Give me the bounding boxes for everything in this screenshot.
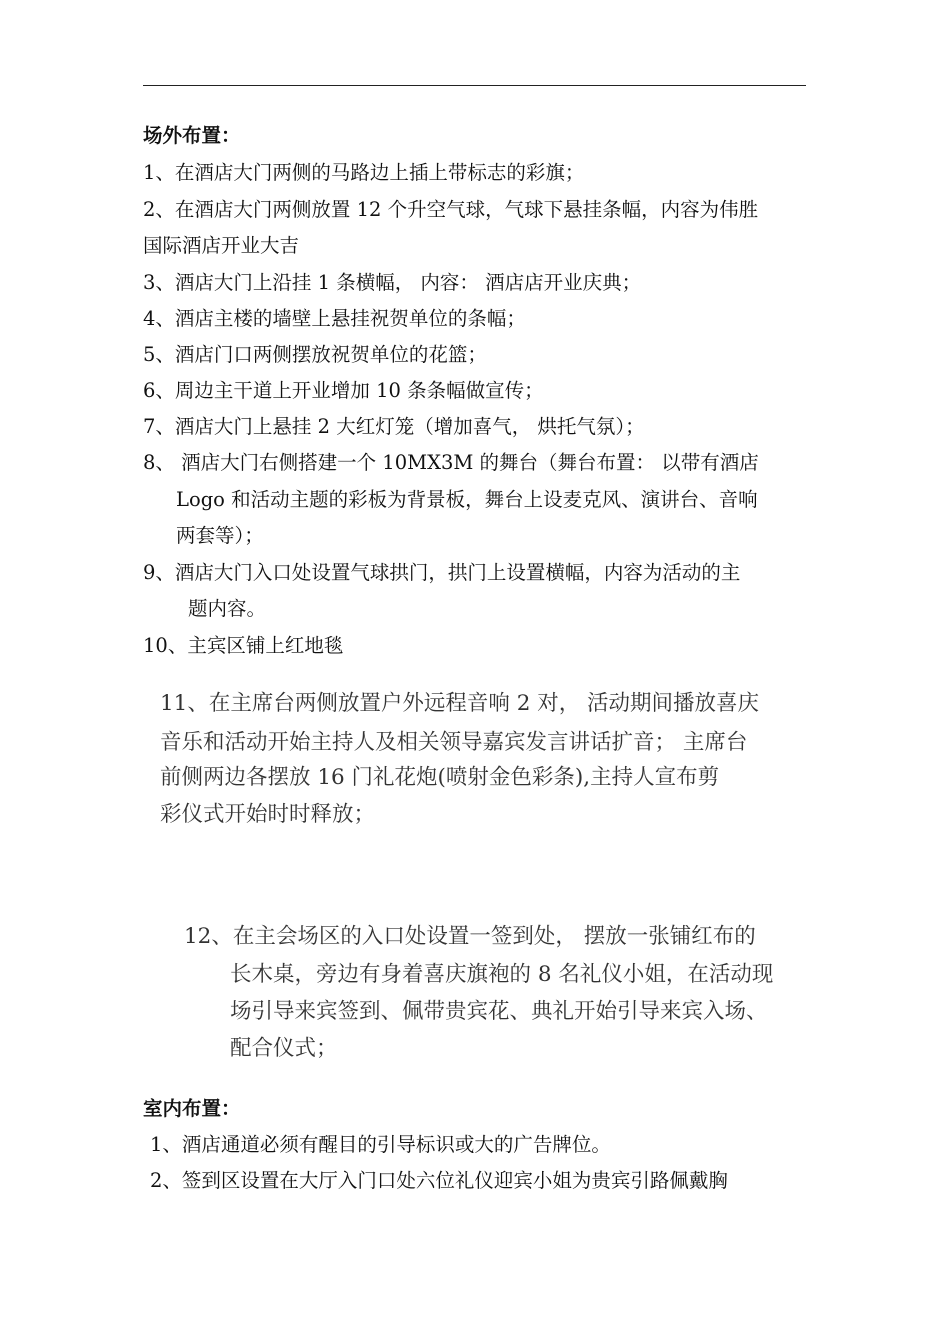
outdoor-item-2-line-1: 2、在酒店大门两侧放置 12 个升空气球，气球下悬挂条幅，内容为伟胜 [143,198,759,221]
outdoor-item-3: 3、酒店大门上沿挂 1 条横幅， 内容： 酒店店开业庆典； [143,271,642,294]
outdoor-item-9-line-1: 9、酒店大门入口处设置气球拱门，拱门上设置横幅，内容为活动的主 [143,561,741,584]
outdoor-item-7: 7、酒店大门上悬挂 2 大红灯笼（增加喜气， 烘托气氛）； [143,415,645,438]
outdoor-item-2-line-2: 国际酒店开业大吉 [143,234,300,257]
outdoor-item-6: 6、周边主干道上开业增加 10 条条幅做宣传； [143,379,544,402]
outdoor-item-9-line-2: 题内容。 [188,597,267,620]
outdoor-item-12-line-4: 配合仪式； [230,1036,338,1061]
indoor-item-2: 2、签到区设置在大厅入门口处六位礼仪迎宾小姐为贵宾引路佩戴胸 [150,1169,728,1192]
outdoor-item-11-line-2: 音乐和活动开始主持人及相关领导嘉宾发言讲话扩音； 主席台 [160,730,748,755]
indoor-heading: 室内布置： [143,1097,241,1120]
outdoor-item-12-line-2: 长木桌，旁边有身着喜庆旗袍的 8 名礼仪小姐，在活动现 [230,962,774,987]
outdoor-item-12-line-1: 12、在主会场区的入口处设置一签到处， 摆放一张铺红布的 [184,924,756,949]
outdoor-item-10: 10、主宾区铺上红地毯 [143,634,344,657]
outdoor-item-8-line-3: 两套等）； [176,524,264,547]
outdoor-item-11-line-4: 彩仪式开始时时释放； [160,802,376,827]
outdoor-item-11-line-3: 前侧两边各摆放 16 门礼花炮(喷射金色彩条),主持人宣布剪 [160,765,720,790]
outdoor-item-5: 5、酒店门口两侧摆放祝贺单位的花篮； [143,343,487,366]
outdoor-heading: 场外布置： [143,124,241,147]
outdoor-item-8-line-1: 8、 酒店大门右侧搭建一个 10MX3M 的舞台（舞台布置： 以带有酒店 [143,451,759,474]
outdoor-item-12-line-3: 场引导来宾签到、佩带贵宾花、典礼开始引导来宾入场、 [230,999,768,1024]
outdoor-item-4: 4、酒店主楼的墙壁上悬挂祝贺单位的条幅； [143,307,526,330]
outdoor-item-1: 1、在酒店大门两侧的马路边上插上带标志的彩旗； [143,161,585,184]
outdoor-item-11-line-1: 11、在主席台两侧放置户外远程音响 2 对， 活动期间播放喜庆 [160,691,760,716]
header-rule [143,85,806,86]
indoor-item-1: 1、酒店通道必须有醒目的引导标识或大的广告牌位。 [150,1133,611,1156]
outdoor-item-8-line-2: Logo 和活动主题的彩板为背景板，舞台上设麦克风、演讲台、音响 [176,488,758,511]
